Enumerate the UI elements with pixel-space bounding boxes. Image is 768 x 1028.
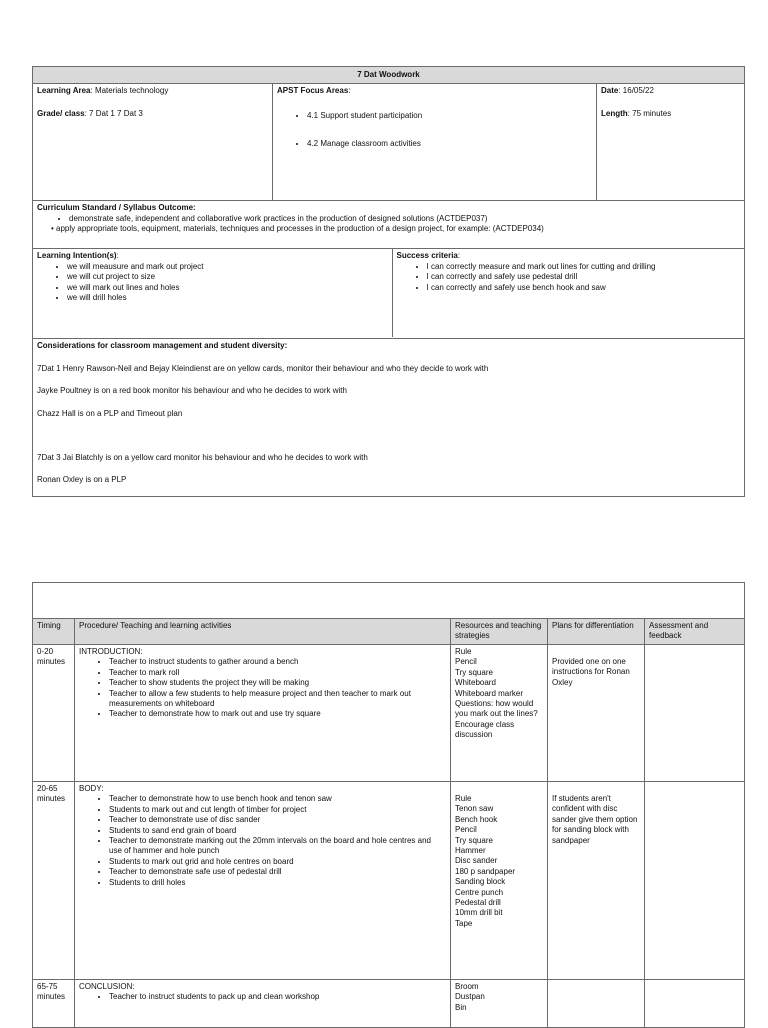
grade-label: Grade/ class: [37, 108, 85, 118]
length-label: Length: [601, 108, 628, 118]
timing-cell: 65-75 minutes: [33, 980, 75, 1028]
length-value: : 75 minutes: [627, 108, 672, 118]
apst-item: • 4.2 Manage classroom activities: [307, 139, 592, 149]
learning-area-label: Learning Area: [37, 86, 91, 96]
learning-intention-item: • we will mark out lines and holes: [67, 283, 388, 293]
table-row: [33, 645, 745, 782]
procedure-item: • Teacher to demonstrate marking out the 20mm intervals on the board and hole centres and use of hammer and hole punch: [109, 836, 446, 857]
learning-intention-item: • we will cut project to size: [67, 272, 388, 282]
differentiation-cell: If students aren't confident with disc sander give them option for sanding block with sandpaper: [548, 782, 645, 980]
grade-value: : 7 Dat 1 7 Dat 3: [84, 108, 143, 118]
col-header-procedure: Procedure/ Teaching and learning activities: [75, 619, 451, 645]
procedure-item: • Teacher to mark roll: [109, 668, 446, 678]
learning-area-cell: [33, 84, 273, 201]
date-value: : 16/05/22: [618, 86, 654, 96]
curriculum-item: • demonstrate safe, independent and collaborative work practices in the production of designed solutions (ACTDEP037): [69, 214, 740, 224]
procedure-item: • Students to drill holes: [109, 878, 446, 888]
learning-intention-item: • we will drill holes: [67, 293, 388, 303]
success-criteria-item: • I can correctly and safely use bench hook and saw: [427, 283, 741, 293]
procedure-item: • Teacher to demonstrate how to mark out and use try square: [109, 709, 446, 719]
considerations-cell: [33, 339, 745, 497]
procedure-item: • Teacher to demonstrate safe use of pedestal drill: [109, 867, 446, 877]
resources-cell: Broom Dustpan Bin: [451, 980, 548, 1028]
timing-cell: 20-65 minutes: [33, 782, 75, 980]
assessment-cell: [645, 782, 745, 980]
date-label: Date: [601, 86, 619, 96]
procedure-cell: [75, 980, 451, 1028]
section-title: CONCLUSION:: [79, 982, 135, 991]
procedure-item: • Teacher to instruct students to gather around a bench: [109, 657, 446, 667]
resources-cell: Rule Tenon saw Bench hook Pencil Try square Hammer Disc sander 180 p sandpaper Sanding block Centre punch Pedestal drill 10mm drill bit Tape: [451, 782, 548, 980]
success-criteria-label: Success criteria: [396, 251, 458, 261]
procedure-item: • Students to mark out grid and hole centres on board: [109, 857, 446, 867]
consideration-line: 7Dat 3 Jai Blatchly is on a yellow card monitor his behaviour and who he decides to work with: [37, 452, 368, 462]
curriculum-cell: [33, 201, 745, 249]
col-header-timing: Timing: [33, 619, 75, 645]
assessment-cell: [645, 980, 745, 1028]
procedure-table: [32, 582, 745, 1028]
assessment-cell: [645, 645, 745, 782]
procedure-item: • Teacher to demonstrate how to use bench hook and tenon saw: [109, 794, 446, 804]
resources-cell: Rule Pencil Try square Whiteboard Whiteboard marker Questions: how would you mark out the lines? Encourage class discussion: [451, 645, 548, 782]
learning-intentions-label: Learning Intention(s): [37, 251, 117, 261]
procedure-item: • Students to mark out and cut length of timber for project: [109, 805, 446, 815]
lesson-plan-header-table: [32, 66, 745, 497]
curriculum-item: • apply appropriate tools, equipment, materials, techniques and processes in the production of a design project, for example: (ACTDEP034): [51, 224, 544, 234]
table-row: [33, 980, 745, 1028]
col-header-assessment: Assessment and feedback: [645, 619, 745, 645]
plan-title: 7 Dat Woodwork: [33, 67, 745, 84]
success-criteria-cell: Success criteria: • I can correctly measure and mark out lines for cutting and drilling • I can correctly and safely use pedestal drill • I can correctly and safely use bench hook and saw: [392, 249, 744, 337]
differentiation-cell: [548, 980, 645, 1028]
date-length-cell: [597, 84, 745, 201]
curriculum-label: Curriculum Standard / Syllabus Outcome:: [37, 203, 196, 213]
success-criteria-item: • I can correctly measure and mark out lines for cutting and drilling: [427, 262, 741, 272]
procedure-item: • Teacher to allow a few students to help measure project and then teacher to mark out measurements on whiteboard: [109, 689, 446, 710]
procedure-blank-header: [33, 583, 745, 619]
section-title: INTRODUCTION:: [79, 647, 143, 656]
procedure-cell: [75, 645, 451, 782]
procedure-cell: [75, 782, 451, 980]
consideration-line: Chazz Hall is on a PLP and Timeout plan: [37, 408, 183, 418]
consideration-line: Ronan Oxley is on a PLP: [37, 475, 127, 485]
success-criteria-item: • I can correctly and safely use pedestal drill: [427, 272, 741, 282]
apst-label: APST Focus Areas: [277, 86, 349, 96]
consideration-line: Jayke Poultney is on a red book monitor his behaviour and who he decides to work with: [37, 386, 347, 396]
learning-area-value: : Materials technology: [90, 86, 169, 96]
learning-intentions-cell: Learning Intention(s): • we will meausure and mark out project • we will cut project to size • we will mark out lines and holes • we will drill holes: [33, 249, 392, 337]
section-title: BODY:: [79, 784, 104, 793]
timing-cell: 0-20 minutes: [33, 645, 75, 782]
apst-item: • 4.1 Support student participation: [307, 111, 592, 121]
col-header-resources: Resources and teaching strategies: [451, 619, 548, 645]
consideration-line: 7Dat 1 Henry Rawson-Neil and Bejay Kleindienst are on yellow cards, monitor their behaviour and who they decide to work with: [37, 363, 489, 373]
differentiation-cell: Provided one on one instructions for Ronan Oxley: [548, 645, 645, 782]
table-row: [33, 782, 745, 980]
procedure-item: • Students to sand end grain of board: [109, 826, 446, 836]
learning-intention-item: • we will meausure and mark out project: [67, 262, 388, 272]
apst-cell: APST Focus Areas: • 4.1 Support student participation • 4.2 Manage classroom activities: [273, 84, 597, 201]
procedure-item: • Teacher to demonstrate use of disc sander: [109, 815, 446, 825]
considerations-label: Considerations for classroom management and student diversity:: [37, 341, 288, 351]
procedure-item: • Teacher to instruct students to pack up and clean workshop: [109, 992, 446, 1002]
col-header-differentiation: Plans for differentiation: [548, 619, 645, 645]
procedure-item: • Teacher to show students the project they will be making: [109, 678, 446, 688]
